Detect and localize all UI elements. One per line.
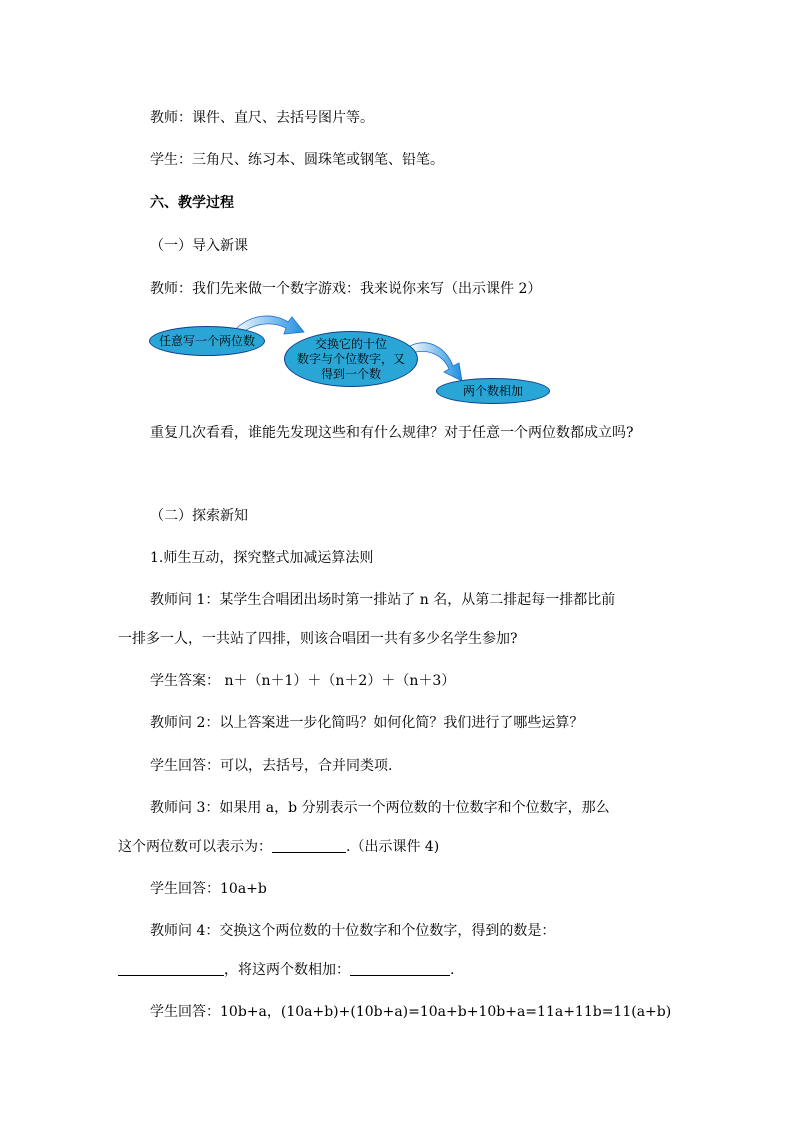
flow-step-swap-digits: 交换它的十位 数字与个位数字，又 得到一个数 [284, 331, 418, 387]
flow-step-write-number: 任意写一个两位数 [149, 326, 265, 356]
answer-blank-1 [272, 838, 346, 853]
teacher-question-4-line2: ，将这两个数相加： . [118, 960, 454, 980]
subsection-title-intro: （一）导入新课 [150, 238, 248, 254]
teacher-question-3-line2: 这个两位数可以表示为： .（出示课件 4) [118, 839, 440, 855]
teacher-question-1-line1: 教师问 1：某学生合唱团出场时第一排站了 n 名，从第二排起每一排都比前 [150, 592, 616, 608]
answer-blank-3 [350, 961, 450, 976]
student-answer-3: 学生回答：10a+b [150, 881, 267, 897]
repeat-question-paragraph: 重复几次看看，谁能先发现这些和有什么规律？对于任意一个两位数都成立吗? [150, 425, 634, 441]
teacher-materials: 教师：课件、直尺、去括号图片等。 [150, 110, 374, 126]
student-answer-1: 学生答案： n＋（n＋1）＋（n＋2）＋（n＋3） [150, 673, 456, 689]
student-answer-4: 学生回答：10b+a，(10a+b)+(10b+a)=10a+b+10b+a=11a+11b=11(a+b) [150, 1004, 672, 1020]
teacher-question-3-line1: 教师问 3：如果用 a，b 分别表示一个两位数的十位数字和个位数字，那么 [150, 800, 610, 816]
teacher-game-line: 教师：我们先来做一个数字游戏：我来说你来写（出示课件 2） [150, 281, 542, 297]
teacher-question-1-line2: 一排多一人，一共站了四排，则该合唱团一共有多少名学生参加? [118, 631, 518, 647]
flow-step-add-numbers: 两个数相加 [436, 378, 550, 404]
teacher-question-2: 教师问 2：以上答案进一步化简吗？如何化简？我们进行了哪些运算？ [150, 715, 584, 731]
subsection-title-explore: （二）探索新知 [150, 508, 248, 524]
step-1-heading: 1.师生互动，探究整式加减运算法则 [150, 550, 374, 566]
student-materials: 学生：三角尺、练习本、圆珠笔或钢笔、铅笔。 [150, 152, 444, 168]
answer-blank-2 [118, 961, 224, 976]
section-title-teaching-process: 六、教学过程 [150, 195, 234, 211]
student-answer-2: 学生回答：可以，去括号，合并同类项. [150, 758, 393, 774]
teacher-question-4-line1: 教师问 4：交换这个两位数的十位数字和个位数字，得到的数是： [150, 923, 556, 939]
